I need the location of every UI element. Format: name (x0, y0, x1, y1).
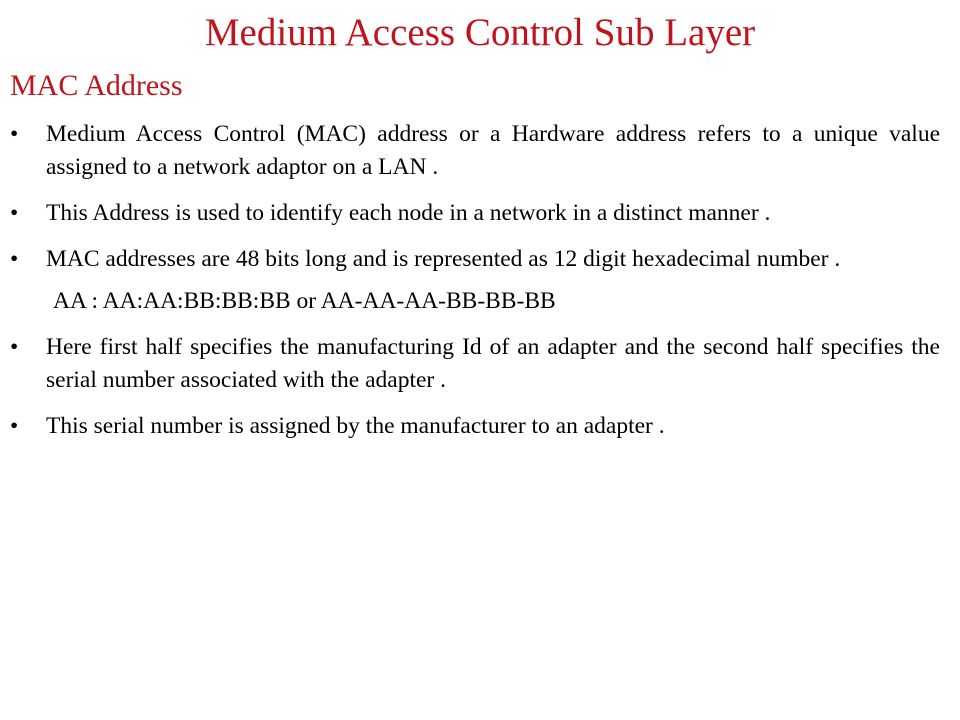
mac-address-example: AA : AA:AA:BB:BB:BB or AA-AA-AA-BB-BB-BB (53, 288, 556, 314)
bullet-icon: • (10, 246, 19, 272)
slide-title: Medium Access Control Sub Layer (204, 11, 756, 54)
bullet-item (10, 118, 940, 184)
bullet-text: This Address is used to identify each node in a network in a distinct manner . (46, 200, 771, 226)
bullet-item (10, 243, 940, 276)
bullet-text: MAC addresses are 48 bits long and is represented as 12 digit hexadecimal number . (46, 246, 841, 272)
bullet-item (10, 197, 940, 230)
bullet-icon: • (10, 413, 19, 439)
bullet-item (10, 331, 940, 397)
bullet-list (10, 118, 940, 456)
bullet-text: Medium Access Control (MAC) address or a Hardware address refers to a unique value assigned to a network adaptor on a LAN . (46, 121, 940, 180)
bullet-icon: • (10, 121, 19, 147)
bullet-item (10, 410, 940, 443)
bullet-text: Here first half specifies the manufacturing Id of an adapter and the second half specifies the serial number associated with the adapter . (46, 334, 940, 393)
bullet-icon: • (10, 200, 19, 226)
section-heading: MAC Address (10, 69, 183, 102)
bullet-icon: • (10, 334, 19, 360)
bullet-text: This serial number is assigned by the manufacturer to an adapter . (46, 413, 665, 439)
